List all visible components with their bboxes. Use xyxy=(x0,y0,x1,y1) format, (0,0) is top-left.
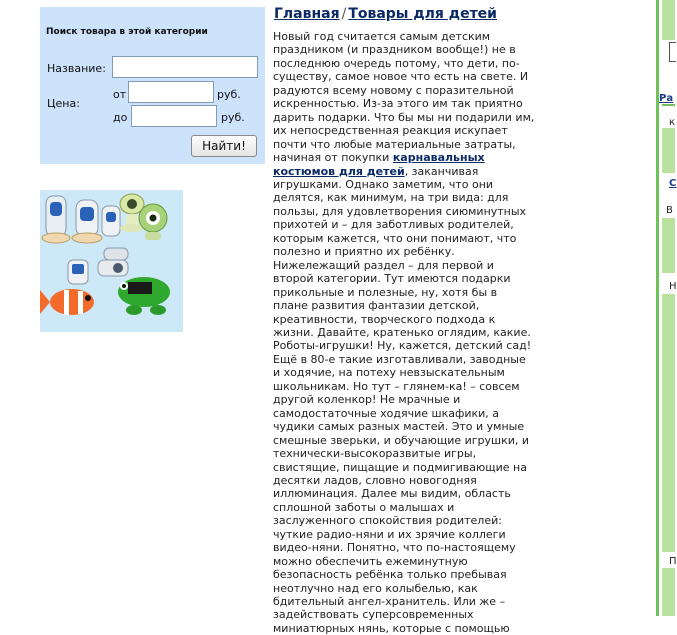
find-button[interactable]: Найти! xyxy=(191,135,257,157)
category-description xyxy=(273,30,535,635)
sidebar-text-fragment: П xyxy=(669,556,677,567)
price-to-currency: руб. xyxy=(221,111,245,124)
price-label: Цена: xyxy=(47,97,80,110)
sidebar-green-block xyxy=(662,294,675,552)
baby-monitors-toys-illustration xyxy=(40,190,183,332)
name-input[interactable] xyxy=(112,56,258,78)
name-label: Название: xyxy=(47,62,106,75)
breadcrumb-separator: / xyxy=(341,6,347,22)
price-to-label: до xyxy=(113,111,128,124)
category-product-image[interactable] xyxy=(40,190,183,332)
article-text-intro: Новый год считается самым детским праздником (и праздником вообще!) не в последнюю очередь потому, что дети, по-существу, самое новое что есть на свете. И радуются всему новому с поразительной искренностью. Из-за этого им так приятно дарить подарки. Что бы мы ни подарили им, их непосредственная реакция искупает почти что любые материальные затраты, начиная от покупки xyxy=(273,30,535,165)
sidebar-link-fragment[interactable]: Ра xyxy=(659,93,674,104)
price-from-input[interactable] xyxy=(128,81,214,103)
price-from-currency: руб. xyxy=(217,88,241,101)
sidebar-text-fragment: к xyxy=(669,117,676,128)
sidebar-text-fragment: В xyxy=(666,205,673,216)
sidebar-green-block xyxy=(662,0,675,40)
price-from-label: от xyxy=(113,88,127,101)
sidebar-input-edge[interactable] xyxy=(669,42,676,62)
costumes-link[interactable]: карнавальных костюмов для детей xyxy=(273,151,485,178)
sidebar-divider xyxy=(662,104,675,106)
price-to-input[interactable] xyxy=(131,105,217,127)
article-text-body: , заканчивая игрушками. Однако заметим, что они делятся, как минимум, на три вида: для пользы, для удовлетворения сиюминутных прихотей и – для заботливых родителей, которым кажется, что они понимают, что полезно и приятно их ребёнку. Нижележащий раздел – для первой и второй категории. Тут имеются подарки прикольные и полезные, ну, хотя бы в плане развития фантазии детской, креативности, творческого подхода к жизни. Давайте, кратенько оглядим, какие. Роботы-игрушки! Ну, кажется, детский сад! Ещё в 80-е такие изготавливали, заводные и ходячие, на потеху невзыскательным школьникам. Но тут – глянем-ка! – совсем другой коленкор! Не мрачные и самодостаточные ходячие шкафики, а чудики самых разных мастей. Это и умные смешные зверьки, и обучающие игрушки, и технически-высокоразвитые игры, свистящие, пищащие и подмигивающие на десятки ладов, словно новогодняя иллюминация. Далее мы видим, область сплошной заботы о малышах и заслуженного спокойствия родителей: чуткие радио-няни и их зрячие коллеги видео-няни. Понятно, что по-настоящему можно обеспечить ежеминутную безопасность ребёнка только пребывая неотлучно над его колыбелью, как бдительный ангел-хранитель. Или же – задействовать суперсовременных миниатюрных нянь, которые с помощью xyxy=(273,164,532,635)
breadcrumb-home-link[interactable]: Главная xyxy=(274,6,340,22)
breadcrumb xyxy=(274,6,497,22)
sidebar-green-block xyxy=(662,218,675,273)
search-panel-title: Поиск товара в этой категории xyxy=(46,27,208,37)
sidebar-green-block xyxy=(662,568,675,616)
sidebar-green-block xyxy=(662,128,675,173)
sidebar-link-fragment[interactable]: С xyxy=(669,178,677,189)
sidebar-text-fragment: Н xyxy=(669,281,677,292)
breadcrumb-category-link[interactable]: Товары для детей xyxy=(348,6,497,22)
right-sidebar xyxy=(659,0,675,616)
product-search-panel xyxy=(40,7,265,164)
